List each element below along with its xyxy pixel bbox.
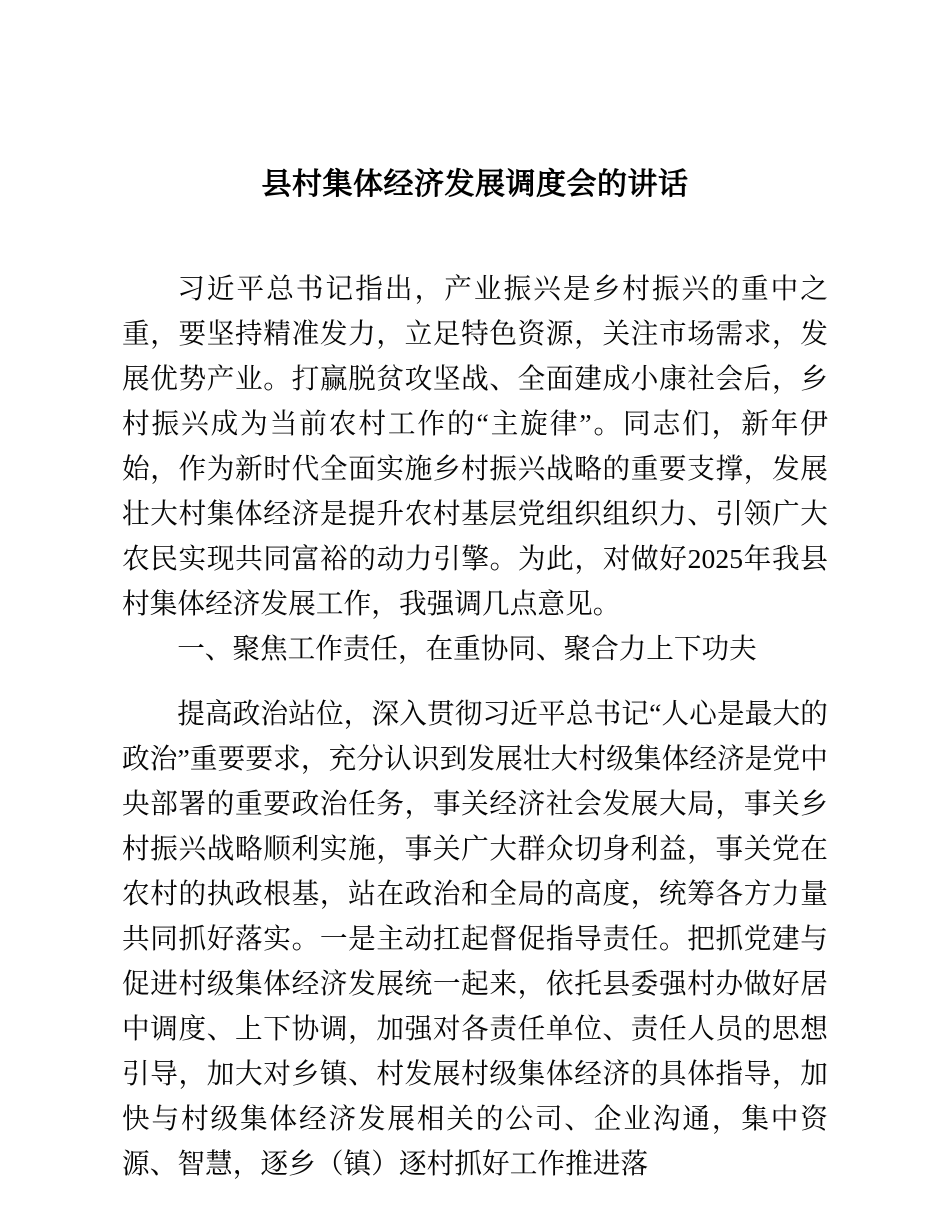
section-heading-one: 一、聚焦工作责任，在重协同、聚合力上下功夫 bbox=[177, 633, 757, 664]
paragraph-section-one-body: 提高政治站位，深入贯彻习近平总书记“人心是最大的政治”重要要求，充分认识到发展壮大村级集体经济是党中央部署的重要政治任务，事关经济社会发展大局，事关乡村振兴战略顺利实施，事关广大群众切身利益，事关党在农村的执政根基，站在政治和全局的高度，统筹各方力量共同抓好落实。一是主动扛起督促指导责任。把抓党建与促进村级集体经济发展统一起来，依托县委强村办做好居中调度、上下协调，加强对各责任单位、责任人员的思想引导，加大对乡镇、村发展村级集体经济的具体指导，加快与村级集体经济发展相关的公司、企业沟通，集中资源、智慧，逐乡（镇）逐村抓好工作推进落 bbox=[122, 698, 828, 1179]
paragraph-opening: 习近平总书记指出，产业振兴是乡村振兴的重中之重，要坚持精准发力，立足特色资源，关注市场需求，发展优势产业。打赢脱贫攻坚战、全面建成小康社会后，乡村振兴成为当前农村工作的“主旋律”。同志们，新年伊始，作为新时代全面实施乡村振兴战略的重要支撑，发展壮大村集体经济是提升农村基层党组织组织力、引领广大农民实现共同富裕的动力引擎。为此，对做好2025年我县村集体经济发展工作，我强调几点意见。 bbox=[122, 273, 828, 619]
document-body bbox=[122, 0, 828, 1186]
page-title: 县村集体经济发展调度会的讲话 bbox=[261, 168, 689, 201]
